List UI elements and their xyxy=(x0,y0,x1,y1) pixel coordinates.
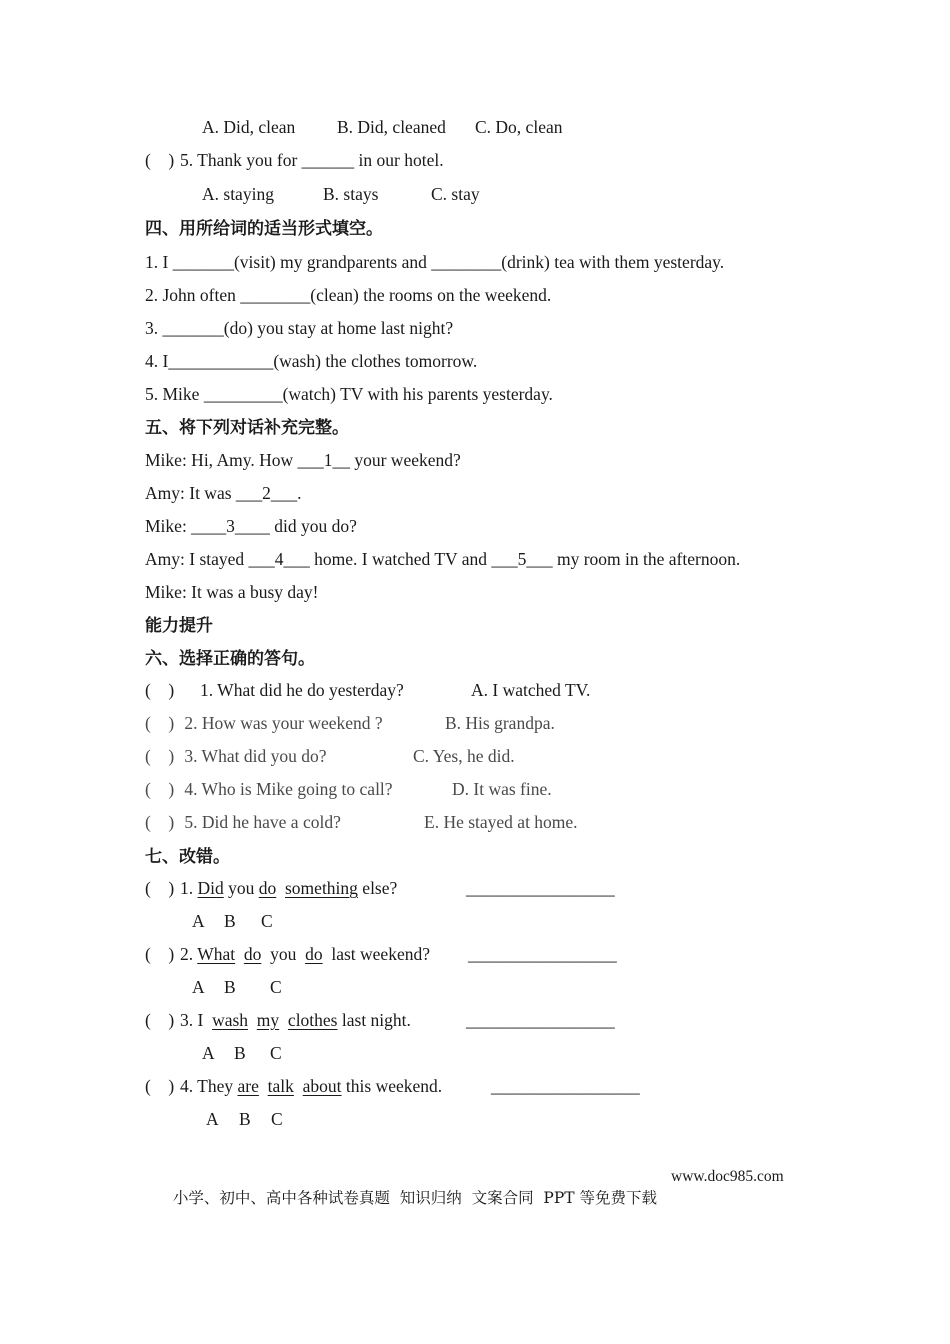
underlined-a: What xyxy=(197,944,236,964)
sec4-item-2: 2. John often ________(clean) the rooms on the weekend. xyxy=(145,285,552,305)
footer-text: 小学、初中、高中各种试卷真题 知识归纳 文案合同 PPT 等免费下载 xyxy=(172,1189,658,1207)
sec6-paren-5: ( ) xyxy=(145,812,175,832)
letter-a: A xyxy=(206,1109,219,1129)
underlined-a: wash xyxy=(212,1010,249,1030)
sec6-question-3: 3. What did you do? xyxy=(180,746,327,766)
sec6-question-2: 2. How was your weekend ? xyxy=(180,713,383,733)
underlined-c: about xyxy=(302,1076,342,1096)
footer-url[interactable]: www.doc985.com xyxy=(671,1168,784,1185)
sec7-paren-1: ( ) xyxy=(145,878,175,898)
underlined-b: talk xyxy=(267,1076,294,1096)
q5-text: 5. Thank you for ______ in our hotel. xyxy=(180,150,444,170)
section-6-title: 六、选择正确的答句。 xyxy=(145,649,315,669)
dialog-line-3: Mike: ____3____ did you do? xyxy=(145,516,357,536)
letter-c: C xyxy=(270,1043,282,1063)
answer-blank-2[interactable]: _________________ xyxy=(468,944,617,964)
underlined-a: Did xyxy=(197,878,224,898)
sec6-paren-1: ( ) xyxy=(145,680,175,700)
sec4-item-3: 3. _______(do) you stay at home last night? xyxy=(145,318,454,338)
letter-a: A xyxy=(192,911,205,931)
ability-title: 能力提升 xyxy=(145,616,213,636)
sec4-item-1: 1. I _______(visit) my grandparents and ________(drink) tea with them yesterday. xyxy=(145,252,725,272)
q4-option-b: B. Did, cleaned xyxy=(337,117,446,137)
q4-option-c: C. Do, clean xyxy=(475,117,563,137)
q4-option-a: A. Did, clean xyxy=(202,117,296,137)
letter-b: B xyxy=(224,911,236,931)
sec6-question-5: 5. Did he have a cold? xyxy=(180,812,341,832)
underlined-b: my xyxy=(256,1010,280,1030)
sec7-question-1: 1. Did you do something else? xyxy=(180,878,398,898)
section-4-title: 四、用所给词的适当形式填空。 xyxy=(145,219,383,239)
sec6-paren-4: ( ) xyxy=(145,779,175,799)
sec4-item-4: 4. I____________(wash) the clothes tomorrow. xyxy=(145,351,478,371)
underlined-c: do xyxy=(305,944,323,964)
letter-b: B xyxy=(224,977,236,997)
q5-option-c: C. stay xyxy=(431,184,480,204)
q5-option-b: B. stays xyxy=(323,184,379,204)
dialog-line-4: Amy: I stayed ___4___ home. I watched TV and ___5___ my room in the afternoon. xyxy=(145,549,741,569)
q5-option-a: A. staying xyxy=(202,184,274,204)
underlined-a: are xyxy=(237,1076,259,1096)
answer-blank-1[interactable]: _________________ xyxy=(466,878,615,898)
sec6-answer-d: D. It was fine. xyxy=(452,779,552,799)
underlined-c: something xyxy=(285,878,358,898)
dialog-line-5: Mike: It was a busy day! xyxy=(145,582,319,602)
underlined-b: do xyxy=(258,878,277,898)
sec6-question-1: 1. What did he do yesterday? xyxy=(200,680,404,700)
sec7-question-3: 3. I wash my clothes last night. xyxy=(180,1010,411,1030)
letter-b: B xyxy=(234,1043,246,1063)
sec6-answer-e: E. He stayed at home. xyxy=(424,812,578,832)
letter-b: B xyxy=(239,1109,251,1129)
sec6-paren-3: ( ) xyxy=(145,746,175,766)
footer xyxy=(163,1168,784,1226)
sec7-paren-3: ( ) xyxy=(145,1010,175,1030)
section-7-title: 七、改错。 xyxy=(145,847,230,867)
letter-c: C xyxy=(271,1109,283,1129)
underlined-c: clothes xyxy=(287,1010,338,1030)
sec7-question-2: 2. What do you do last weekend? xyxy=(180,944,430,964)
section-5-title: 五、将下列对话补充完整。 xyxy=(145,418,349,438)
sec6-answer-c: C. Yes, he did. xyxy=(413,746,515,766)
letter-a: A xyxy=(192,977,205,997)
sec6-answer-a: A. I watched TV. xyxy=(471,680,591,700)
sec7-paren-4: ( ) xyxy=(145,1076,175,1096)
letter-c: C xyxy=(270,977,282,997)
dialog-line-2: Amy: It was ___2___. xyxy=(145,483,302,503)
sec6-question-4: 4. Who is Mike going to call? xyxy=(180,779,393,799)
underlined-b: do xyxy=(243,944,262,964)
q5-paren: ( ) xyxy=(145,150,175,170)
sec6-paren-2: ( ) xyxy=(145,713,175,733)
answer-blank-4[interactable]: _________________ xyxy=(491,1076,640,1096)
sec7-question-4: 4. They are talk about this weekend. xyxy=(180,1076,443,1096)
sec4-item-5: 5. Mike _________(watch) TV with his parents yesterday. xyxy=(145,384,553,404)
answer-blank-3[interactable]: _________________ xyxy=(466,1010,615,1030)
letter-a: A xyxy=(202,1043,215,1063)
sec6-answer-b: B. His grandpa. xyxy=(445,713,555,733)
sec7-paren-2: ( ) xyxy=(145,944,175,964)
dialog-line-1: Mike: Hi, Amy. How ___1__ your weekend? xyxy=(145,450,461,470)
letter-c: C xyxy=(261,911,273,931)
